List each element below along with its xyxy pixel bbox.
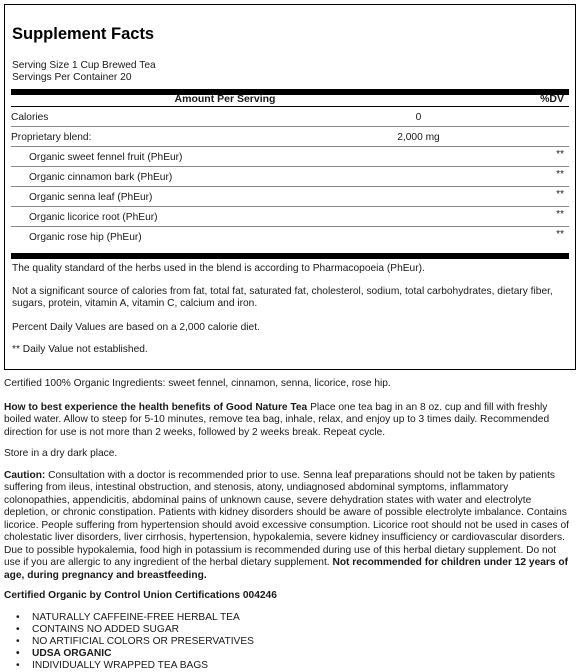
facts-row-cinnamon: [11, 167, 569, 187]
facts-row-fennel: [11, 147, 569, 167]
row-label: Organic cinnamon bark (PhEur): [29, 172, 173, 183]
row-label: Calories: [11, 112, 49, 123]
row-amount: 0: [415, 112, 422, 123]
row-dv: **: [556, 209, 564, 220]
feature-item: • INDIVIDUALLY WRAPPED TEA BAGS: [4, 660, 254, 672]
facts-title: Supplement Facts: [12, 25, 155, 43]
amount-header-row: [11, 93, 569, 106]
feature-item: • NO ARTIFICIAL COLORS OR PRESERVATIVES: [4, 636, 254, 648]
thick-divider-bottom: [11, 253, 569, 259]
caution-label: Caution:: [4, 470, 46, 481]
serving-size: Serving Size 1 Cup Brewed Tea: [12, 60, 156, 71]
footnote-dv-not-established: ** Daily Value not established.: [12, 344, 148, 355]
directions-heading: How to best experience the health benefits of Good Nature Tea: [4, 402, 308, 413]
serving-info: [12, 60, 156, 84]
row-label: Proprietary blend:: [11, 132, 92, 143]
feature-list: [4, 612, 254, 672]
servings-per-container: Servings Per Container 20: [12, 72, 132, 83]
row-label: Organic rose hip (PhEur): [29, 232, 142, 243]
certified-ingredients: Certified 100% Organic Ingredients: sweet fennel, cinnamon, senna, licorice, rose hip.: [4, 378, 391, 389]
amount-per-serving-header: Amount Per Serving: [174, 93, 276, 105]
facts-row-calories: [11, 107, 569, 127]
organic-certification: Certified Organic by Control Union Certifications 004246: [4, 590, 277, 601]
facts-row-proprietary-blend: [11, 127, 569, 147]
footnote-pheur: The quality standard of the herbs used in the blend is according to Pharmacopoeia (PhEur).: [12, 263, 425, 274]
directions-paragraph: [4, 402, 574, 439]
row-amount: 2,000 mg: [397, 132, 440, 143]
footnote-percent-dv: Percent Daily Values are based on a 2,000 calorie diet.: [12, 322, 260, 333]
feature-item: • UDSA ORGANIC: [4, 648, 254, 660]
feature-item: • CONTAINS NO ADDED SUGAR: [4, 624, 254, 636]
caution-paragraph: [4, 470, 574, 582]
facts-row-senna: [11, 187, 569, 207]
row-label: Organic licorice root (PhEur): [29, 212, 158, 223]
row-dv: **: [556, 189, 564, 200]
row-label: Organic sweet fennel fruit (PhEur): [29, 152, 183, 163]
row-dv: **: [556, 169, 564, 180]
facts-row-rose-hip: [11, 227, 569, 247]
supplement-facts-panel: [4, 4, 576, 370]
row-dv: **: [556, 229, 564, 240]
directions-text: Place one tea bag in an 8 oz. cup and fill with freshly boiled water. Allow to steep for 5-10 minutes, remove tea bag, inhale, relax, and enjoy up to 3 times daily. Recommended direction for use is not more than 2 weeks, followed by 2 weeks break. Repeat cycle.: [4, 402, 550, 438]
caution-text: Consultation with a doctor is recommended prior to use. Senna leaf preparations should not be taken by patients suffering from ileus, intestinal obstruction, and stenosis, atony, undiagnosed abdominal symptoms, inflammatory colonopathies, appendicitis, abdominal pains of unknown cause, severe dehydration states with water and electrolyte depletion, or chronic constipation. Patients with kidney disorders should be aware of possible electrolyte imbalance. Contains licorice. People suffering from hypertension should avoid excessive consumption. Licorice root should not be used in cases of cholestatic liver disorders, liver cirrhosis, hypertension, hypokalemia, severe kidney insufficiency or cardiovascular disorders. Due to possible hypokalemia, food high in potassium is recommended during use of this herbal dietary supplement. Do not use if you are allergic to any ingredient of the herbal dietary supplement.: [4, 470, 569, 569]
row-label: Organic senna leaf (PhEur): [29, 192, 153, 203]
dv-header: %DV: [540, 93, 564, 105]
storage-note: Store in a dry dark place.: [4, 448, 118, 459]
row-dv: **: [556, 149, 564, 160]
caution-children-warning: Not recommended for children under 12 years of age, during pregnancy and breastfeeding.: [4, 557, 568, 581]
feature-item: • NATURALLY CAFFEINE-FREE HERBAL TEA: [4, 612, 254, 624]
footnote-not-significant: Not a significant source of calories from fat, total fat, saturated fat, cholesterol, sodium, total carbohydrates, dietary fiber, sugars, protein, vitamin A, vitamin C, calcium and iron.: [12, 286, 553, 310]
facts-row-licorice: [11, 207, 569, 227]
